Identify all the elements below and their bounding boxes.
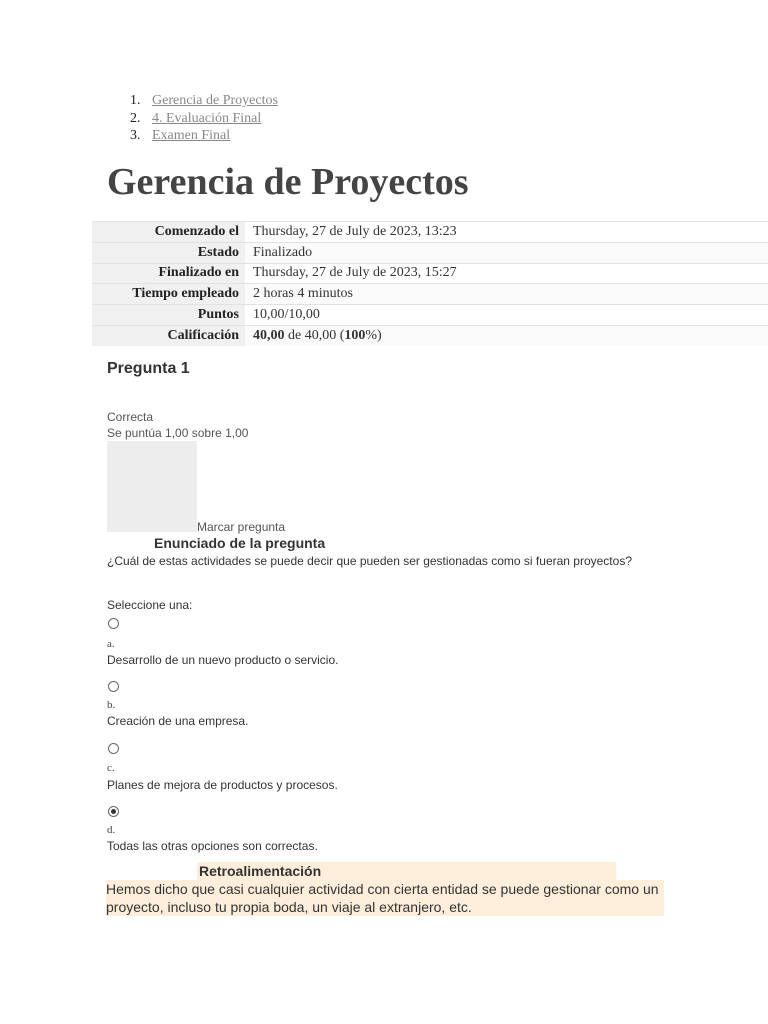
summary-row-state — [92, 242, 768, 263]
summary-label: Estado — [92, 242, 245, 263]
breadcrumb-item — [130, 92, 278, 110]
summary-row-time-taken — [92, 284, 768, 305]
summary-row-finished — [92, 263, 768, 284]
breadcrumb-link-course[interactable]: Gerencia de Proyectos — [152, 93, 278, 108]
question-grade: Se puntúa 1,00 sobre 1,00 — [107, 426, 249, 440]
option-d-letter: d. — [107, 824, 116, 836]
breadcrumb-link-quiz[interactable]: Examen Final — [152, 128, 231, 143]
question-text: ¿Cuál de estas actividades se puede decir que pueden ser gestionadas como si fueran proyectos? — [107, 554, 632, 568]
breadcrumb-number: 2. — [130, 110, 141, 126]
summary-label: Calificación — [92, 325, 245, 346]
option-c-letter: c. — [107, 762, 115, 774]
summary-label: Puntos — [92, 305, 245, 326]
grade-percent: 100 — [344, 328, 366, 344]
option-c-radio[interactable] — [108, 743, 119, 754]
attempt-summary-table — [92, 221, 768, 346]
breadcrumb-number: 1. — [130, 93, 141, 108]
summary-label: Comenzado el — [92, 222, 245, 243]
flag-icon[interactable] — [107, 441, 197, 532]
option-b-text[interactable]: Creación de una empresa. — [107, 714, 249, 728]
breadcrumb — [130, 92, 278, 145]
summary-value: 2 horas 4 minutos — [245, 284, 768, 305]
question-state: Correcta — [107, 410, 154, 424]
summary-value — [245, 325, 768, 346]
select-one-prompt: Seleccione una: — [107, 598, 193, 612]
grade-score: 40,00 — [253, 328, 285, 344]
grade-max: de 40,00 ( — [284, 328, 345, 344]
question-statement-heading: Enunciado de la pregunta — [154, 535, 326, 551]
option-a-text[interactable]: Desarrollo de un nuevo producto o servicio. — [107, 653, 339, 667]
grade-percent-suffix: %) — [365, 328, 382, 344]
page-title: Gerencia de Proyectos — [107, 161, 469, 203]
option-d-text[interactable]: Todas las otras opciones son correctas. — [107, 839, 318, 853]
option-d-radio[interactable] — [108, 806, 119, 817]
summary-row-started — [92, 222, 768, 243]
summary-value: 10,00/10,00 — [245, 305, 768, 326]
option-b-letter: b. — [107, 699, 116, 711]
breadcrumb-link-section[interactable]: 4. Evaluación Final — [152, 110, 262, 126]
summary-value: Thursday, 27 de July de 2023, 15:27 — [245, 263, 768, 284]
breadcrumb-item — [130, 127, 278, 145]
question-title: Pregunta 1 — [107, 360, 190, 377]
option-c-text[interactable]: Planes de mejora de productos y procesos. — [107, 778, 338, 792]
feedback-text: Hemos dicho que casi cualquier actividad con cierta entidad se puede gestionar como un proyecto, incluso tu propia boda, un viaje al extranjero, etc. — [106, 880, 664, 916]
summary-label: Finalizado en — [92, 263, 245, 284]
summary-value: Finalizado — [245, 242, 768, 263]
question-info — [107, 409, 248, 441]
option-a-radio[interactable] — [108, 618, 119, 629]
feedback-heading: Retroalimentación — [197, 862, 616, 880]
flag-question-link[interactable]: Marcar pregunta — [197, 520, 286, 534]
breadcrumb-item — [130, 110, 278, 128]
breadcrumb-number: 3. — [130, 128, 141, 143]
summary-value: Thursday, 27 de July de 2023, 13:23 — [245, 222, 768, 243]
summary-label: Tiempo empleado — [92, 284, 245, 305]
option-b-radio[interactable] — [108, 681, 119, 692]
option-a-letter: a. — [107, 638, 115, 650]
summary-row-grade — [92, 325, 768, 346]
summary-row-points — [92, 305, 768, 326]
